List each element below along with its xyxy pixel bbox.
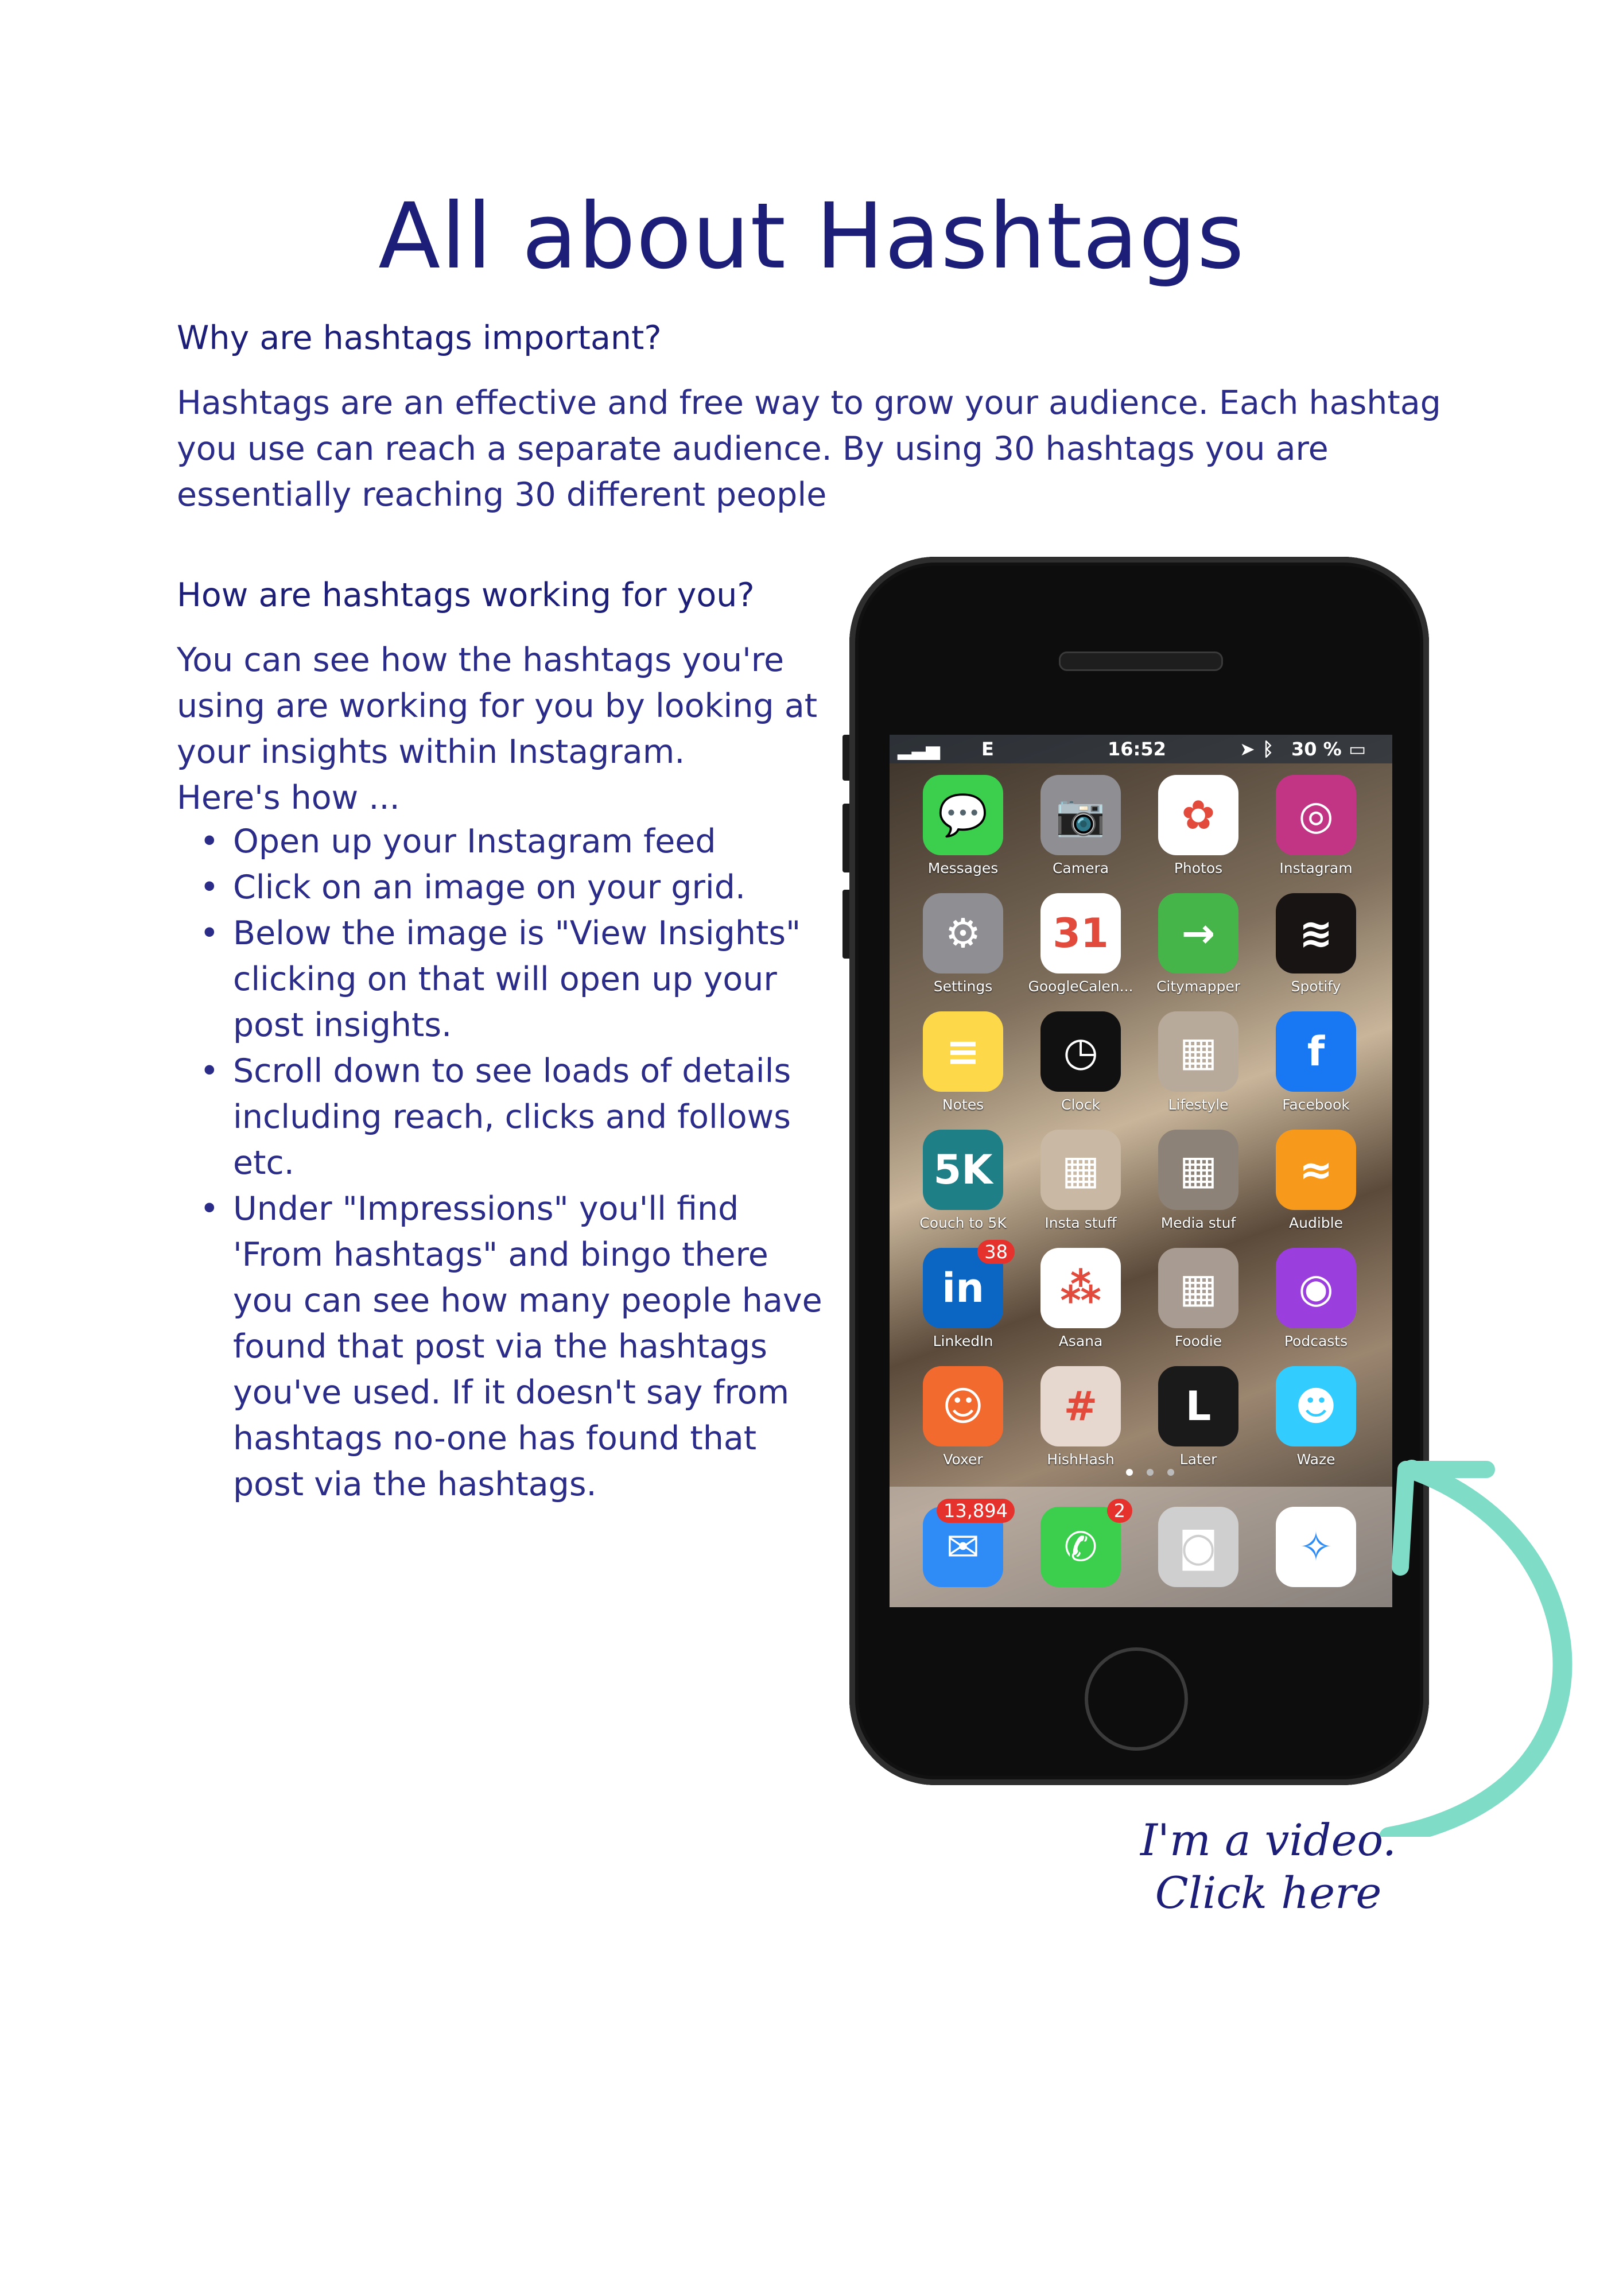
citymapper-icon: → bbox=[1158, 893, 1238, 974]
carrier-label: E bbox=[981, 738, 994, 760]
section-heading-importance: Why are hashtags important? bbox=[177, 319, 662, 357]
curved-arrow-icon bbox=[1366, 1446, 1607, 1837]
app-label: Messages bbox=[927, 860, 999, 876]
clock-icon: ◷ bbox=[1040, 1011, 1121, 1092]
safari-icon: ✧ bbox=[1276, 1507, 1356, 1587]
app-notes[interactable] bbox=[906, 1011, 1020, 1113]
page-dots bbox=[1119, 1468, 1181, 1479]
mail-icon: ✉ 13,894 bbox=[923, 1507, 1003, 1587]
app-asana[interactable] bbox=[1023, 1248, 1138, 1349]
dock-phone[interactable] bbox=[1023, 1500, 1138, 1587]
app-label: Clock bbox=[1061, 1096, 1100, 1113]
bluetooth-icon: ᛒ bbox=[1263, 738, 1274, 760]
app-label: Camera bbox=[1052, 860, 1109, 876]
calendar-icon: 31 bbox=[1040, 893, 1121, 974]
section-heading-insights: How are hashtags working for you? bbox=[177, 576, 755, 614]
app-label: Waze bbox=[1296, 1451, 1335, 1468]
couch-to-5k-icon: 5K bbox=[923, 1130, 1003, 1210]
list-item: • Below the image is "View Insights" clicking on that will open up your post insights. bbox=[183, 910, 831, 1048]
video-phone-thumbnail[interactable] bbox=[849, 557, 1429, 1785]
app-label: Voxer bbox=[943, 1451, 983, 1468]
linkedin-icon: in 38 bbox=[923, 1248, 1003, 1328]
app-waze[interactable] bbox=[1259, 1366, 1373, 1468]
video-caption-line: I'm a video. bbox=[1140, 1814, 1397, 1865]
spotify-icon: ≋ bbox=[1276, 893, 1356, 974]
app-label: HishHash bbox=[1047, 1451, 1115, 1468]
app-spotify[interactable] bbox=[1259, 893, 1373, 995]
app-label: Settings bbox=[933, 978, 993, 995]
phone-speaker bbox=[1059, 651, 1223, 671]
list-item: • Click on an image on your grid. bbox=[183, 864, 831, 910]
asana-icon: ⁂ bbox=[1040, 1248, 1121, 1328]
dock bbox=[890, 1487, 1392, 1607]
app-clock[interactable] bbox=[1023, 1011, 1138, 1113]
app-photos[interactable] bbox=[1141, 775, 1256, 876]
photos-icon: ✿ bbox=[1158, 775, 1238, 855]
app-folder[interactable] bbox=[1141, 1011, 1256, 1113]
signal-icon: ▂▃▅ bbox=[898, 738, 940, 760]
notification-badge: 2 bbox=[1107, 1499, 1132, 1523]
app-settings[interactable] bbox=[906, 893, 1020, 995]
notification-badge: 13,894 bbox=[937, 1499, 1015, 1523]
app-folder[interactable] bbox=[1023, 1130, 1138, 1231]
notes-icon: ≡ bbox=[923, 1011, 1003, 1092]
folder-icon: ▦ bbox=[1158, 1130, 1238, 1210]
app-camera[interactable] bbox=[1023, 775, 1138, 876]
messages-icon: 💬 bbox=[923, 775, 1003, 855]
app-later[interactable] bbox=[1141, 1366, 1256, 1468]
app-facebook[interactable] bbox=[1259, 1011, 1373, 1113]
battery-icon: ▭ bbox=[1349, 738, 1366, 760]
instagram-icon: ◎ bbox=[1276, 775, 1356, 855]
app-citymapper[interactable] bbox=[1141, 893, 1256, 995]
folder-icon: ▦ bbox=[1040, 1130, 1121, 1210]
app-label: Citymapper bbox=[1156, 978, 1241, 995]
app-label: Later bbox=[1179, 1451, 1217, 1468]
settings-icon: ⚙ bbox=[923, 893, 1003, 974]
audible-icon: ≈ bbox=[1276, 1130, 1356, 1210]
location-icon: ➤ bbox=[1240, 738, 1255, 760]
page-title: All about Hashtags bbox=[378, 184, 1245, 289]
app-folder[interactable] bbox=[1141, 1248, 1256, 1349]
app-label: Photos bbox=[1174, 860, 1223, 876]
app-couch-to-5k[interactable] bbox=[906, 1130, 1020, 1231]
home-button[interactable] bbox=[1085, 1647, 1188, 1751]
notification-badge: 38 bbox=[977, 1240, 1015, 1264]
app-label: Insta stuff bbox=[1045, 1215, 1117, 1231]
app-calendar[interactable] bbox=[1023, 893, 1138, 995]
insights-intro-text: You can see how the hashtags you're using are working for you by looking at your insights within Instagram. bbox=[177, 641, 818, 771]
app-label: Media stuf bbox=[1160, 1215, 1236, 1231]
list-item: • Open up your Instagram feed bbox=[183, 819, 831, 864]
insights-intro bbox=[177, 637, 837, 821]
folder-icon: ▦ bbox=[1158, 1248, 1238, 1328]
status-time: 16:52 bbox=[1108, 738, 1166, 760]
status-bar bbox=[890, 735, 1392, 763]
app-audible[interactable] bbox=[1259, 1130, 1373, 1231]
camera-icon: 📷 bbox=[1040, 775, 1121, 855]
app-instagram[interactable] bbox=[1259, 775, 1373, 876]
app-hashtag[interactable] bbox=[1023, 1366, 1138, 1468]
app-label: Instagram bbox=[1279, 860, 1353, 876]
app-label: LinkedIn bbox=[933, 1333, 993, 1349]
contacts-icon: ◙ bbox=[1158, 1507, 1238, 1587]
battery-label: 30 % bbox=[1291, 738, 1342, 760]
app-voxer[interactable] bbox=[906, 1366, 1020, 1468]
video-caption-line: Click here bbox=[1155, 1867, 1382, 1918]
dock-contacts[interactable] bbox=[1141, 1507, 1256, 1587]
voxer-icon: ☺ bbox=[923, 1366, 1003, 1446]
app-label: Lifestyle bbox=[1168, 1096, 1229, 1113]
app-label: Couch to 5K bbox=[919, 1215, 1007, 1231]
hashtag-icon: # bbox=[1040, 1366, 1121, 1446]
video-caption[interactable] bbox=[1108, 1814, 1429, 1919]
list-item: • Scroll down to see loads of details including reach, clicks and follows etc. bbox=[183, 1048, 831, 1186]
app-label: Foodie bbox=[1174, 1333, 1222, 1349]
steps-list bbox=[183, 819, 831, 1507]
podcasts-icon: ◉ bbox=[1276, 1248, 1356, 1328]
dock-safari[interactable] bbox=[1259, 1507, 1373, 1587]
phone-screen[interactable] bbox=[890, 735, 1392, 1607]
folder-icon: ▦ bbox=[1158, 1011, 1238, 1092]
app-label: Notes bbox=[942, 1096, 984, 1113]
app-label: Audible bbox=[1289, 1215, 1343, 1231]
insights-lead-text: Here's how ... bbox=[177, 779, 400, 817]
app-label: Spotify bbox=[1291, 978, 1341, 995]
facebook-icon: f bbox=[1276, 1011, 1356, 1092]
app-label: Podcasts bbox=[1284, 1333, 1348, 1349]
app-podcasts[interactable] bbox=[1259, 1248, 1373, 1349]
list-item: • Under "Impressions" you'll find 'From hashtags" and bingo there you can see how many people have found that post via the hashtags you've used. If it doesn't say from hashtags no-one has found that post via the hashtags. bbox=[183, 1186, 831, 1507]
later-icon: L bbox=[1158, 1366, 1238, 1446]
waze-icon: ☻ bbox=[1276, 1366, 1356, 1446]
app-messages[interactable] bbox=[906, 775, 1020, 876]
dock-mail[interactable] bbox=[906, 1500, 1020, 1587]
app-linkedin[interactable] bbox=[906, 1241, 1020, 1349]
app-label: Asana bbox=[1058, 1333, 1103, 1349]
phone-icon: ✆ 2 bbox=[1040, 1507, 1121, 1587]
importance-paragraph: Hashtags are an effective and free way to grow your audience. Each hashtag you use can reach a separate audience. By using 30 hashtags you are essentially reaching 30 different people bbox=[177, 384, 1441, 514]
app-label: GoogleCalen... bbox=[1028, 978, 1133, 995]
app-folder[interactable] bbox=[1141, 1130, 1256, 1231]
app-label: Facebook bbox=[1282, 1096, 1350, 1113]
